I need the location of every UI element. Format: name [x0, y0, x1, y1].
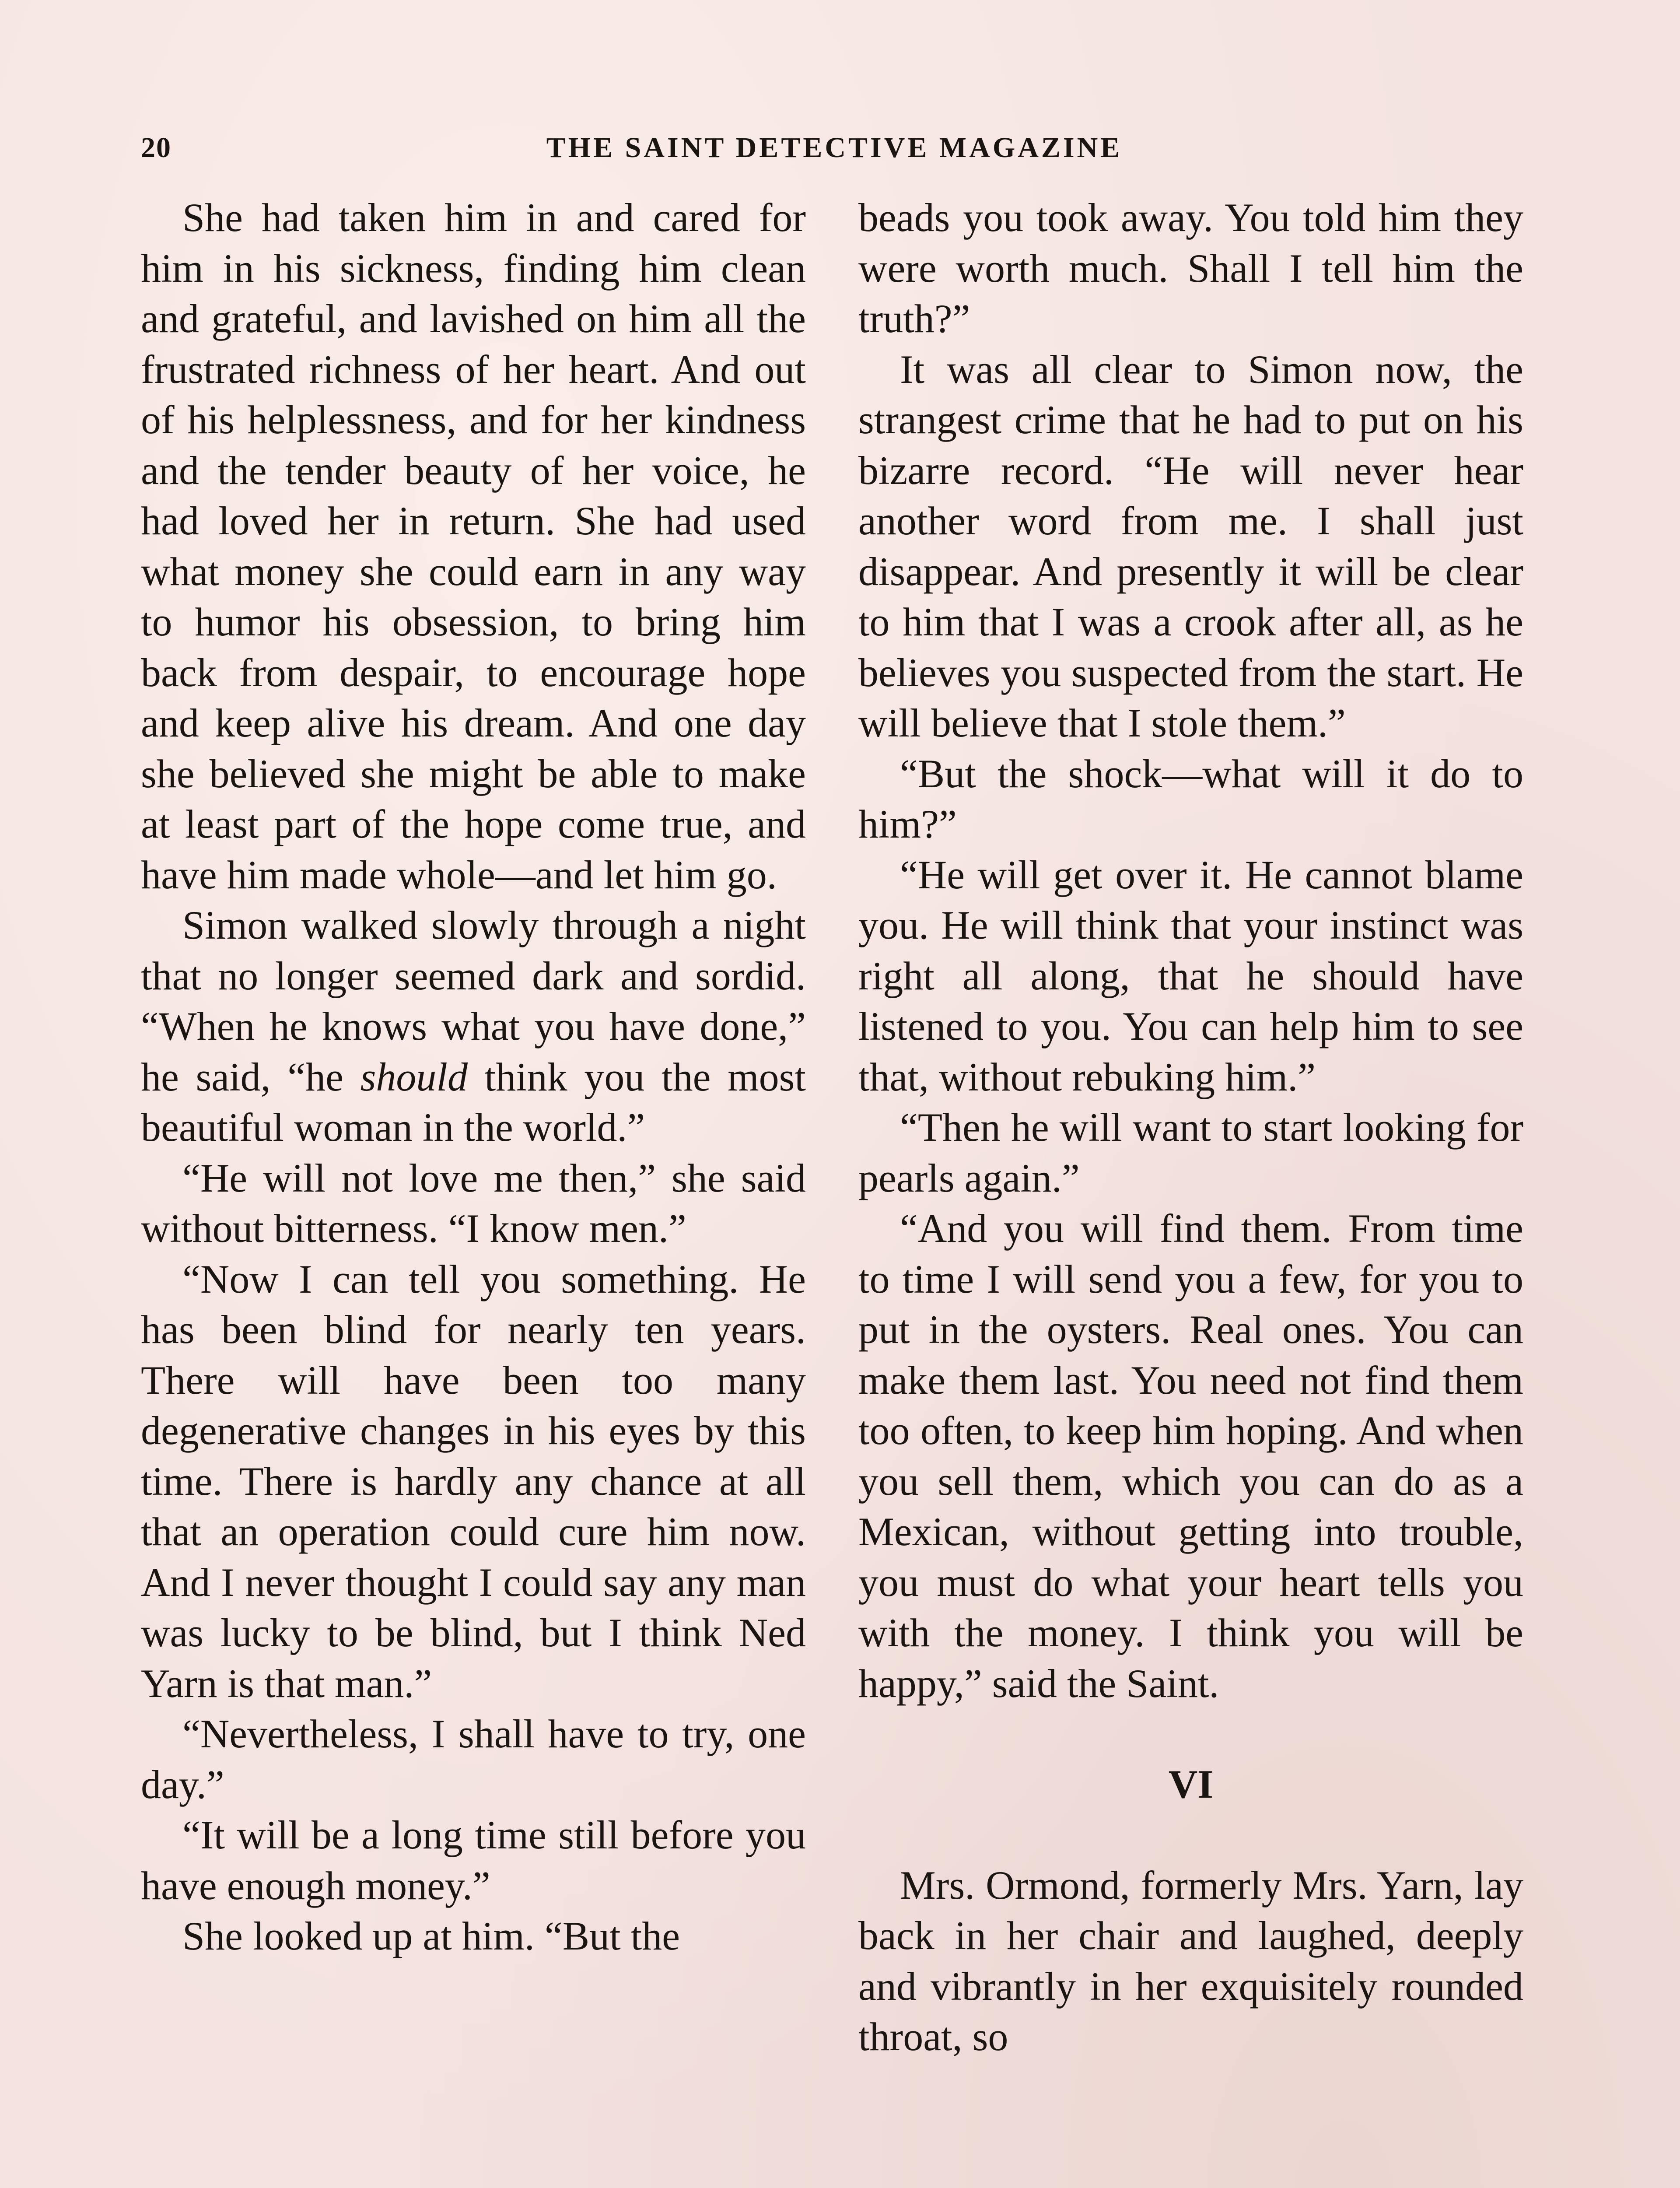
right-column: [858, 193, 1523, 2062]
paragraph: She looked up at him. “But the: [182, 1914, 680, 1958]
paragraph: “Then he will want to start looking for pearls again.”: [858, 1105, 1523, 1200]
paragraph: It was all clear to Simon now, the strangest crime that he had to put on his bizarre record. “He will never hear another word from me. I shall just disappear. And presently it will be clear to him that I was a crook after all, as he believes you suspected from the start. He will believe that I stole them.”: [858, 347, 1523, 745]
paragraph: “He will not love me then,” she said without bitterness. “I know men.”: [141, 1155, 806, 1251]
paragraph: Mrs. Ormond, formerly Mrs. Yarn, lay back in her chair and laughed, deeply and vibrantly in her exquisitely rounded throat, so: [858, 1862, 1523, 2059]
paragraph: “Nevertheless, I shall have to try, one day.”: [141, 1711, 806, 1807]
paragraph-text: think you the most beautiful woman in the world.”: [141, 1054, 806, 1150]
running-head: [141, 131, 1528, 175]
paragraph-text: Simon walked slowly through a night that no longer seemed dark and sordid. “When he knows what you have done,” he said, “he: [141, 903, 806, 1099]
paragraph: She had taken him in and cared for him in his sickness, finding him clean and grateful, and lavished on him all the frustrated richness of her heart. And out of his helplessness, and for her kindness and the tender beauty of her voice, he had loved her in return. She had used what money she could earn in any way to humor his obsession, to bring him back from despair, to encourage hope and keep alive his dream. And one day she believed she might be able to make at least part of the hope come true, and have him made whole—and let him go.: [141, 195, 806, 897]
paragraph: [141, 900, 806, 1153]
paragraph: “But the shock—what will it do to him?”: [858, 751, 1523, 846]
page-number: 20: [141, 132, 172, 164]
paragraph: “He will get over it. He cannot blame you. He will think that your instinct was right all along, that he should have listened to you. You can help him to see that, without rebuking him.”: [858, 852, 1523, 1099]
paragraph: beads you took away. You told him they were worth much. Shall I tell him the truth?”: [858, 195, 1523, 341]
emphasis-text: should: [360, 1054, 468, 1099]
magazine-title: THE SAINT DETECTIVE MAGAZINE: [546, 132, 1123, 164]
paragraph: “It will be a long time still before you have enough money.”: [141, 1813, 806, 1908]
paragraph: “And you will find them. From time to time I will send you a few, for you to put in the oysters. Real ones. You can make them last. You need not find them too often, to keep him hoping. And when you sell them, which you can do as a Mexican, without getting into trouble, you must do what your heart tells you with the money. I think you will be happy,” said the Saint.: [858, 1206, 1523, 1706]
paragraph: “Now I can tell you something. He has been blind for nearly ten years. There will have been too many degenerative changes in his eyes by this time. There is hardly any chance at all that an operation could cure him now. And I never thought I could say any man was lucky to be blind, but I think Ned Yarn is that man.”: [141, 1256, 806, 1706]
left-column: [141, 193, 806, 1962]
section-heading: VI: [1168, 1762, 1214, 1806]
